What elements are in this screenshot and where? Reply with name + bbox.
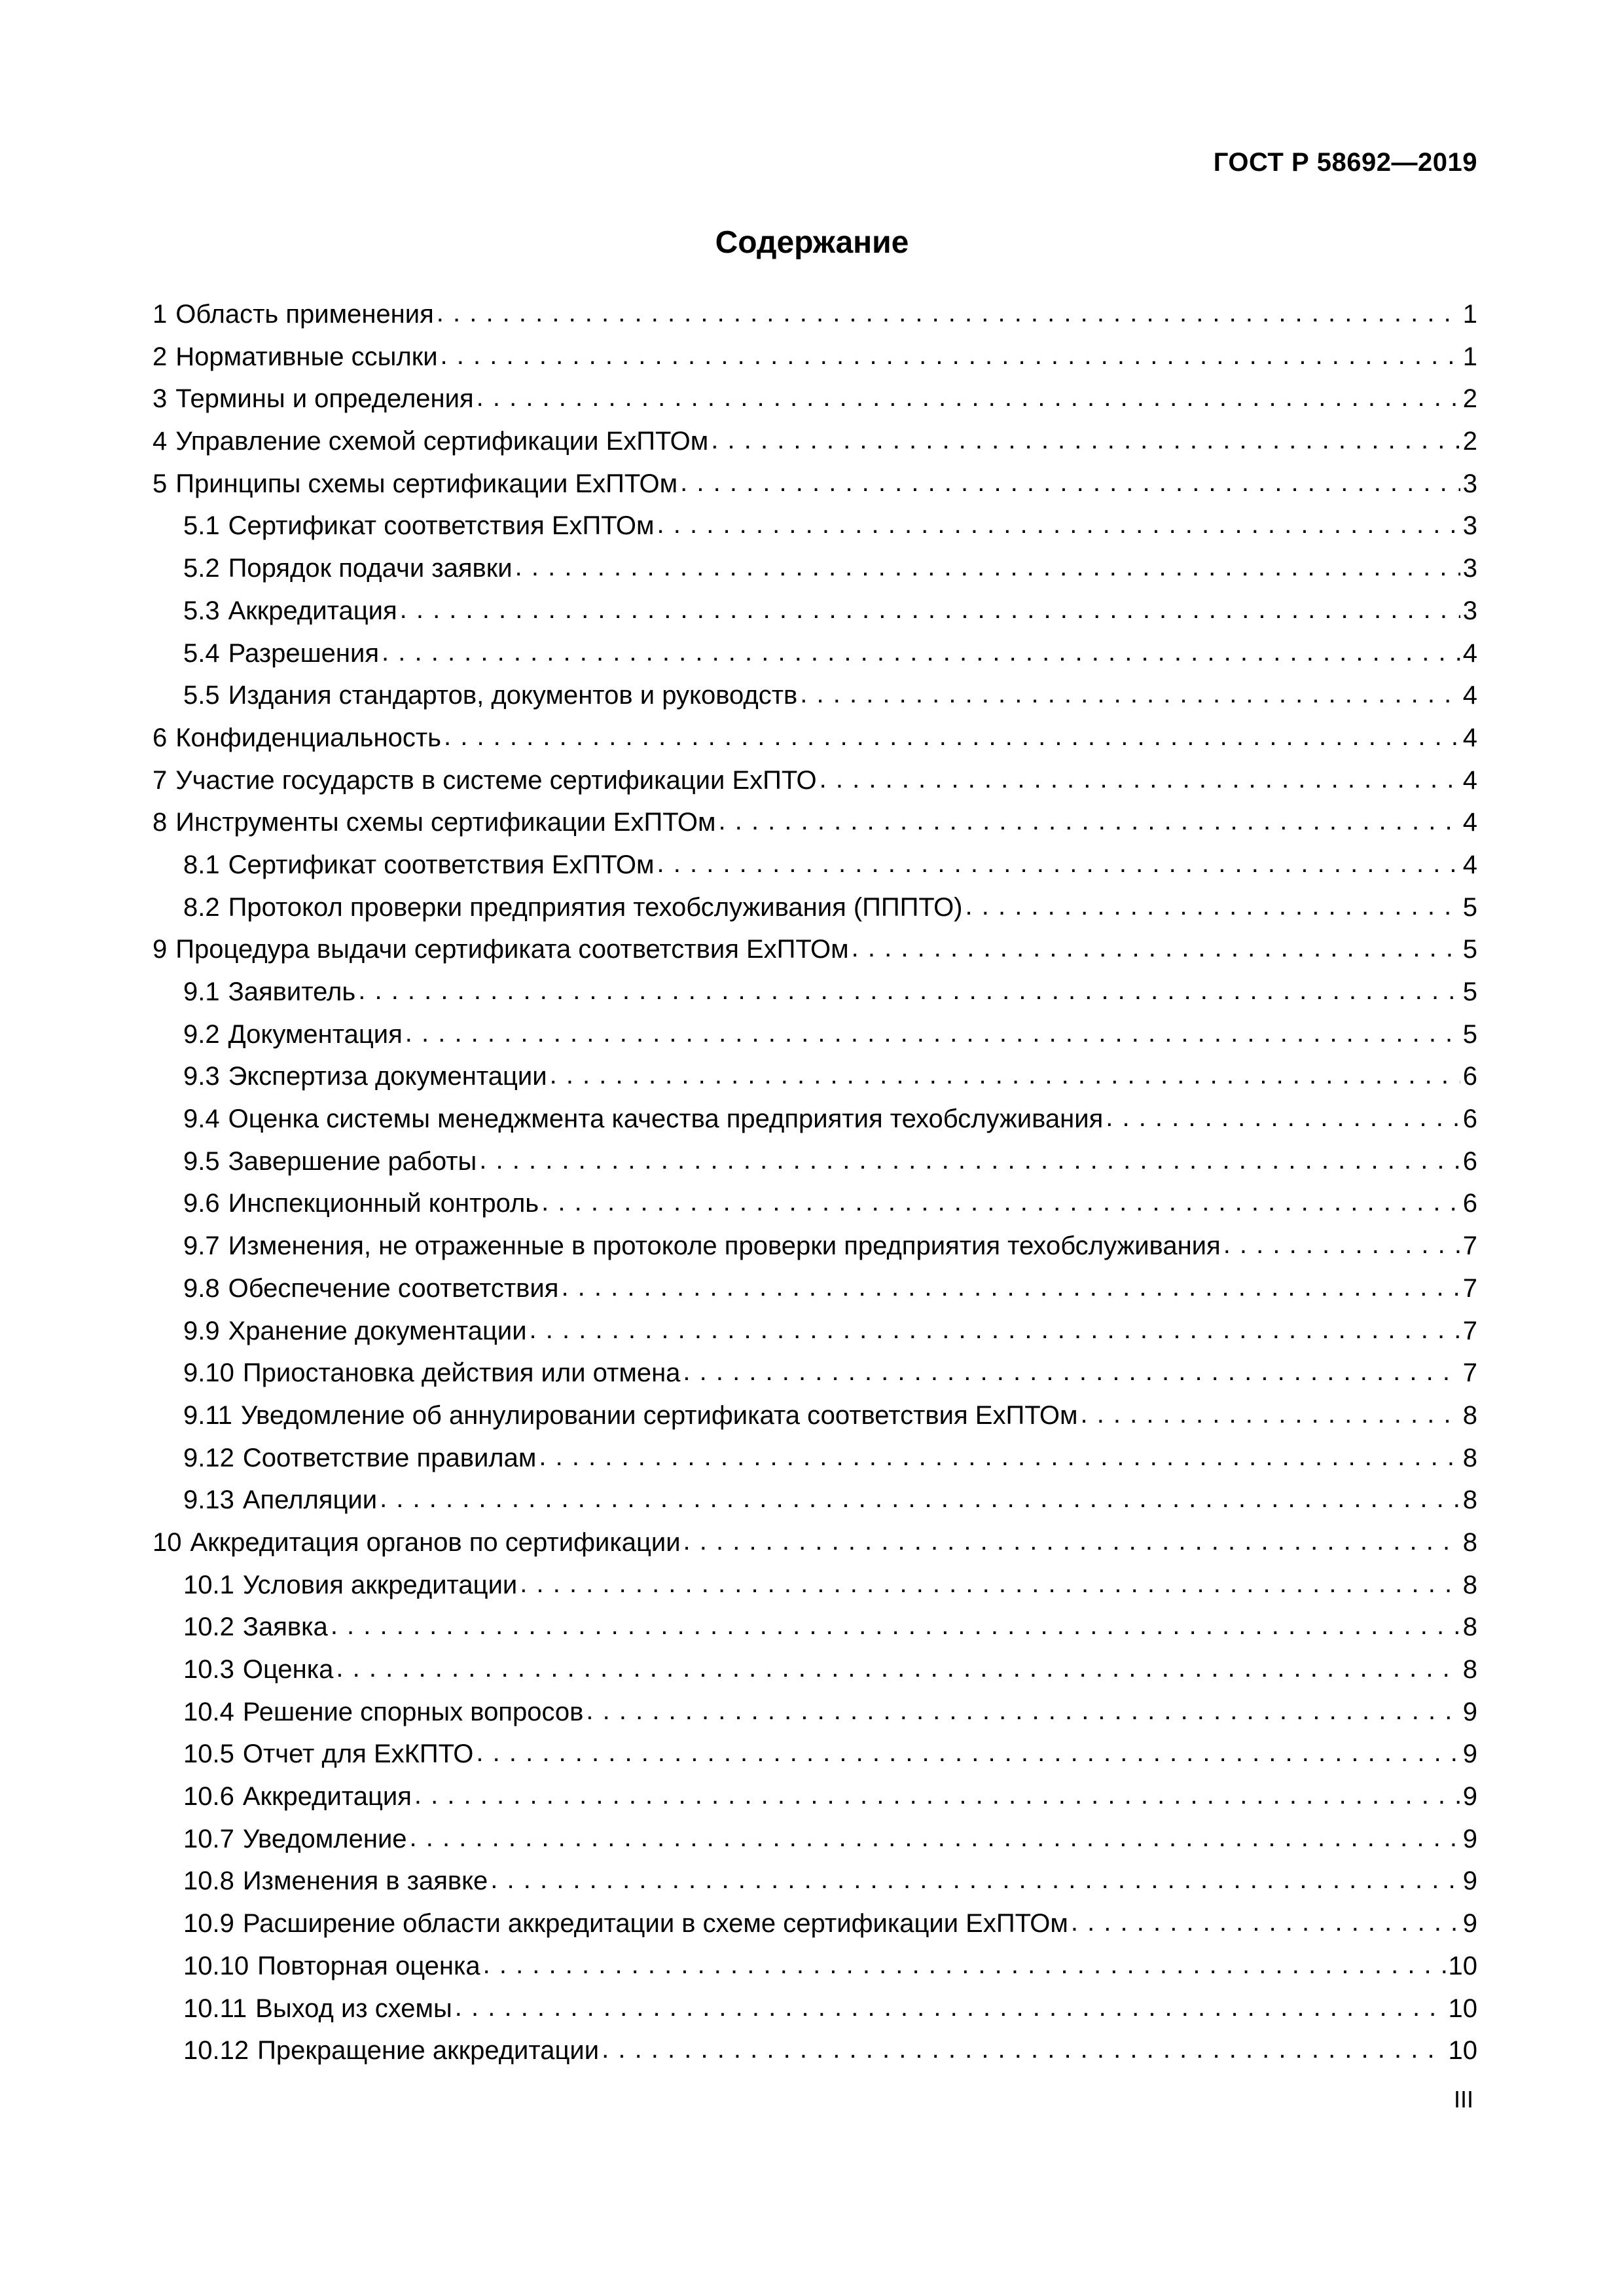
toc-entry-title: Изменения, не отраженные в протоколе проверки предприятия техобслуживания xyxy=(228,1231,1221,1261)
toc-entry[interactable] xyxy=(153,1733,1477,1776)
toc-entry-title: Аккредитация xyxy=(228,596,397,625)
toc-entry-number: 10.9 xyxy=(183,1909,234,1939)
toc-entry-label xyxy=(183,505,655,547)
toc-entry-label xyxy=(183,1055,547,1098)
toc-entry-number: 5.2 xyxy=(183,554,220,583)
toc-entry-title: Принципы схемы сертификации ExПТОм xyxy=(175,469,678,498)
toc-entry[interactable] xyxy=(153,1860,1477,1903)
toc-leader-dots xyxy=(683,1351,1460,1393)
toc-leader-dots xyxy=(1106,1097,1460,1139)
toc-entry-page: 8 xyxy=(1462,1613,1477,1642)
toc-entry-label xyxy=(183,1733,473,1776)
toc-entry-title: Аккредитация органов по сертификации xyxy=(190,1527,681,1557)
toc-entry-title: Хранение документации xyxy=(228,1316,527,1345)
toc-entry-number: 9.12 xyxy=(183,1443,234,1472)
toc-entry-page: 8 xyxy=(1462,1570,1477,1599)
toc-leader-dots xyxy=(405,1012,1460,1055)
toc-entry-number: 6 xyxy=(153,723,168,752)
toc-leader-dots xyxy=(711,419,1460,462)
toc-leader-dots xyxy=(455,1986,1446,2029)
toc-entry[interactable] xyxy=(153,1564,1477,1607)
toc-entry-label xyxy=(153,463,677,505)
toc-entry-title: Уведомление об аннулировании сертификата соответствия ExПТОм xyxy=(240,1400,1078,1430)
toc-entry-page: 9 xyxy=(1462,1697,1477,1726)
toc-entry-title: Повторная оценка xyxy=(257,1951,480,1980)
toc-entry-label xyxy=(183,1606,328,1649)
toc-entry[interactable] xyxy=(153,717,1477,759)
toc-entry-label xyxy=(153,1522,681,1564)
toc-entry-page: 10 xyxy=(1448,1951,1477,1980)
toc-entry[interactable] xyxy=(153,505,1477,547)
toc-entry[interactable] xyxy=(153,1098,1477,1140)
toc-entry-title: Процедура выдачи сертификата соответствия ExПТОм xyxy=(175,935,849,964)
toc-leader-dots xyxy=(718,800,1460,843)
toc-leader-dots xyxy=(657,843,1460,885)
toc-entry-number: 10.5 xyxy=(183,1740,234,1769)
toc-entry-title: Прекращение аккредитации xyxy=(257,2036,600,2066)
toc-entry-number: 5.3 xyxy=(183,596,220,625)
toc-entry[interactable] xyxy=(153,1225,1477,1267)
toc-entry-page: 9 xyxy=(1462,1740,1477,1769)
toc-entry[interactable] xyxy=(153,293,1477,336)
toc-entry-title: Уведомление xyxy=(242,1824,407,1853)
toc-entry-label xyxy=(183,1564,517,1607)
toc-entry[interactable] xyxy=(153,844,1477,886)
toc-entry-label xyxy=(183,1225,1221,1267)
toc-entry-label xyxy=(183,1903,1068,1945)
toc-entry[interactable] xyxy=(153,759,1477,802)
toc-title: Содержание xyxy=(715,225,909,260)
toc-entry[interactable] xyxy=(153,632,1477,675)
toc-leader-dots xyxy=(1071,1901,1460,1944)
toc-leader-dots xyxy=(441,335,1460,377)
toc-entry-label xyxy=(153,378,474,420)
toc-entry-title: Обеспечение соответствия xyxy=(228,1273,559,1303)
toc-leader-dots xyxy=(437,292,1460,335)
toc-leader-dots xyxy=(550,1054,1460,1097)
toc-entry-title: Решение спорных вопросов xyxy=(242,1697,584,1726)
toc-entry-label xyxy=(183,1818,407,1861)
toc-leader-dots xyxy=(477,376,1460,419)
toc-leader-dots xyxy=(1080,1393,1460,1436)
toc-leader-dots xyxy=(479,1139,1460,1182)
toc-entry-number: 9.13 xyxy=(183,1485,234,1515)
toc-entry-page: 6 xyxy=(1462,1146,1477,1176)
toc-entry[interactable] xyxy=(153,1818,1477,1861)
toc-leader-dots xyxy=(965,885,1460,928)
toc-entry-label xyxy=(183,1352,680,1394)
toc-entry-page: 4 xyxy=(1462,808,1477,837)
toc-entry-page: 5 xyxy=(1462,892,1477,922)
toc-leader-dots xyxy=(331,1605,1460,1647)
toc-entry-label xyxy=(183,1860,488,1903)
toc-entry-label xyxy=(183,971,355,1013)
toc-entry[interactable] xyxy=(153,1606,1477,1649)
toc-entry-label xyxy=(183,1267,558,1310)
toc-entry-number: 9 xyxy=(153,935,168,964)
toc-entry-label xyxy=(183,1013,403,1056)
toc-entry-number: 10 xyxy=(153,1527,182,1557)
toc-entry-title: Завершение работы xyxy=(228,1146,477,1176)
toc-entry-page: 9 xyxy=(1462,1824,1477,1853)
toc-entry-label xyxy=(153,420,708,463)
toc-leader-dots xyxy=(1223,1224,1460,1266)
toc-entry-number: 8.1 xyxy=(183,850,220,879)
toc-leader-dots xyxy=(561,1266,1460,1309)
toc-entry-label xyxy=(183,632,379,675)
toc-entry-title: Издания стандартов, документов и руководств xyxy=(228,681,798,710)
toc-entry-title: Нормативные ссылки xyxy=(175,342,438,371)
toc-entry[interactable] xyxy=(153,1691,1477,1734)
toc-entry-label xyxy=(183,1479,377,1522)
toc-entry-page: 3 xyxy=(1462,511,1477,541)
toc-leader-dots xyxy=(380,1478,1460,1520)
toc-leader-dots xyxy=(414,1774,1460,1817)
toc-entry[interactable] xyxy=(153,1988,1477,2030)
toc-entry-title: Условия аккредитации xyxy=(242,1570,518,1599)
toc-entry-page: 2 xyxy=(1462,384,1477,414)
toc-leader-dots xyxy=(358,970,1460,1012)
toc-entry[interactable] xyxy=(153,1310,1477,1353)
toc-entry-number: 9.3 xyxy=(183,1062,220,1091)
toc-entry-page: 4 xyxy=(1462,723,1477,752)
toc-entry-number: 10.11 xyxy=(183,1994,247,2023)
toc-leader-dots xyxy=(657,503,1460,546)
toc-entry-number: 9.5 xyxy=(183,1146,220,1176)
toc-entry-page: 9 xyxy=(1462,1909,1477,1939)
toc-leader-dots xyxy=(586,1690,1460,1732)
toc-entry-title: Сертификат соответствия ExПТОм xyxy=(228,511,655,541)
toc-entry-title: Конфиденциальность xyxy=(175,723,441,752)
toc-entry[interactable] xyxy=(153,1182,1477,1225)
toc-entry-page: 10 xyxy=(1448,1994,1477,2023)
toc-leader-dots xyxy=(820,758,1460,801)
toc-entry-page: 5 xyxy=(1462,977,1477,1006)
toc-leader-dots xyxy=(410,1817,1460,1859)
toc-entry[interactable] xyxy=(153,420,1477,463)
toc-entry-title: Оценка xyxy=(242,1655,334,1684)
toc-entry-label xyxy=(183,1140,477,1183)
toc-entry-title: Апелляции xyxy=(242,1485,378,1515)
toc-entry-number: 9.9 xyxy=(183,1316,220,1345)
toc-entry-page: 8 xyxy=(1462,1485,1477,1515)
toc-entry[interactable] xyxy=(153,2030,1477,2072)
toc-entry[interactable] xyxy=(153,1140,1477,1183)
toc-entry-page: 1 xyxy=(1462,342,1477,371)
toc-entry-title: Экспертиза документации xyxy=(228,1062,547,1091)
toc-entry-page: 6 xyxy=(1462,1189,1477,1218)
toc-leader-dots xyxy=(444,716,1460,758)
toc-entry[interactable] xyxy=(153,1437,1477,1480)
toc-entry[interactable] xyxy=(153,1394,1477,1437)
toc-entry-page: 7 xyxy=(1462,1273,1477,1303)
toc-leader-dots xyxy=(683,1520,1460,1563)
toc-entry[interactable] xyxy=(153,1903,1477,1945)
toc-entry-number: 10.7 xyxy=(183,1824,234,1853)
toc-entry[interactable] xyxy=(153,1352,1477,1394)
toc-leader-dots xyxy=(382,631,1460,674)
toc-entry-label xyxy=(153,928,849,971)
toc-entry[interactable] xyxy=(153,336,1477,378)
toc-leader-dots xyxy=(336,1647,1460,1690)
toc-entry-page: 3 xyxy=(1462,469,1477,498)
toc-entry-number: 8 xyxy=(153,808,168,837)
toc-entry-number: 10.4 xyxy=(183,1697,234,1726)
toc-entry[interactable] xyxy=(153,1776,1477,1818)
toc-entry-label xyxy=(183,1182,539,1225)
toc-entry[interactable] xyxy=(153,1522,1477,1564)
toc-entry-page: 8 xyxy=(1462,1527,1477,1557)
page-number: III xyxy=(1453,2086,1473,2113)
toc-entry[interactable] xyxy=(153,971,1477,1013)
toc-entry[interactable] xyxy=(153,928,1477,971)
toc-entry-title: Соответствие правилам xyxy=(242,1443,537,1472)
toc-entry-number: 10.12 xyxy=(183,2036,249,2066)
toc-leader-dots xyxy=(602,2028,1445,2071)
toc-entry-label xyxy=(183,674,797,717)
toc-entry-title: Участие государств в системе сертификации ExПТО xyxy=(175,765,817,795)
toc-entry-number: 9.6 xyxy=(183,1189,220,1218)
toc-entry-number: 2 xyxy=(153,342,168,371)
toc-entry-page: 10 xyxy=(1448,2036,1477,2066)
toc-entry-number: 10.1 xyxy=(183,1570,234,1599)
toc-entry[interactable] xyxy=(153,1267,1477,1310)
toc-entry-label xyxy=(183,1691,583,1734)
toc-entry-number: 1 xyxy=(153,300,168,329)
toc-entry-title: Управление схемой сертификации ExПТОм xyxy=(175,427,709,456)
toc-entry-title: Сертификат соответствия ExПТОм xyxy=(228,850,655,879)
toc-entry-label xyxy=(153,717,441,759)
toc-entry-title: Инспекционный контроль xyxy=(228,1189,539,1218)
toc-entry[interactable] xyxy=(153,1945,1477,1988)
toc-entry-title: Выход из схемы xyxy=(255,1994,452,2023)
toc-entry-number: 10.6 xyxy=(183,1782,234,1812)
toc-entry[interactable] xyxy=(153,886,1477,929)
toc-entry-title: Порядок подачи заявки xyxy=(228,554,513,583)
toc-entry-number: 4 xyxy=(153,427,168,456)
toc-entry-page: 8 xyxy=(1462,1655,1477,1684)
toc-leader-dots xyxy=(515,546,1460,589)
toc-entry-number: 9.11 xyxy=(183,1400,232,1430)
toc-entry-title: Оценка системы менеджмента качества предприятия техобслуживания xyxy=(228,1104,1104,1134)
toc-leader-dots xyxy=(400,589,1460,631)
toc-entry-page: 5 xyxy=(1462,1019,1477,1049)
toc-entry-label xyxy=(183,1945,480,1988)
toc-entry-title: Расширение области аккредитации в схеме сертификации ExПТОм xyxy=(242,1909,1068,1939)
toc-entry-number: 10.8 xyxy=(183,1867,234,1896)
toc-entry-page: 5 xyxy=(1462,935,1477,964)
toc-leader-dots xyxy=(539,1436,1460,1478)
toc-entry-number: 9.10 xyxy=(183,1358,234,1388)
toc-entry-label xyxy=(183,886,963,929)
toc-entry-page: 4 xyxy=(1462,681,1477,710)
toc-entry-number: 10.10 xyxy=(183,1951,249,1980)
toc-entry-label xyxy=(183,1394,1077,1437)
toc-entry-label xyxy=(153,336,438,378)
toc-entry[interactable] xyxy=(153,1013,1477,1056)
toc-entry-page: 2 xyxy=(1462,427,1477,456)
toc-entry-label xyxy=(183,844,655,886)
toc-entry-page: 9 xyxy=(1462,1867,1477,1896)
toc-entry-page: 1 xyxy=(1462,300,1477,329)
toc-entry-page: 4 xyxy=(1462,638,1477,668)
toc-entry-page: 6 xyxy=(1462,1062,1477,1091)
toc-entry-page: 7 xyxy=(1462,1358,1477,1388)
toc-entry-label xyxy=(183,590,397,632)
table-of-contents xyxy=(153,293,1477,2072)
toc-entry-title: Разрешения xyxy=(228,638,380,668)
toc-leader-dots xyxy=(800,673,1460,716)
toc-entry-number: 5 xyxy=(153,469,168,498)
toc-entry-title: Заявка xyxy=(242,1613,328,1642)
toc-leader-dots xyxy=(541,1181,1460,1224)
toc-entry-label xyxy=(153,293,434,336)
toc-entry[interactable] xyxy=(153,801,1477,844)
toc-leader-dots xyxy=(483,1944,1446,1986)
toc-entry-number: 10.3 xyxy=(183,1655,234,1684)
toc-entry[interactable] xyxy=(153,590,1477,632)
toc-entry-label xyxy=(183,1437,536,1480)
toc-entry-number: 9.4 xyxy=(183,1104,220,1134)
toc-leader-dots xyxy=(530,1309,1460,1351)
toc-leader-dots xyxy=(680,462,1460,504)
toc-entry-page: 3 xyxy=(1462,554,1477,583)
toc-entry-page: 9 xyxy=(1462,1782,1477,1812)
toc-entry-number: 5.5 xyxy=(183,681,220,710)
toc-leader-dots xyxy=(520,1563,1460,1605)
toc-entry-label xyxy=(183,547,513,590)
toc-entry-number: 10.2 xyxy=(183,1613,234,1642)
toc-entry-title: Инструменты схемы сертификации ExПТОм xyxy=(175,808,716,837)
toc-entry-page: 4 xyxy=(1462,765,1477,795)
toc-entry[interactable] xyxy=(153,463,1477,505)
toc-entry-page: 8 xyxy=(1462,1400,1477,1430)
toc-entry-title: Документация xyxy=(228,1019,403,1049)
toc-entry-label xyxy=(183,2030,599,2072)
toc-entry-label xyxy=(183,1649,333,1691)
toc-entry-page: 7 xyxy=(1462,1231,1477,1261)
toc-entry[interactable] xyxy=(153,1649,1477,1691)
toc-entry-label xyxy=(183,1310,527,1353)
toc-entry-number: 9.1 xyxy=(183,977,220,1006)
toc-entry-label xyxy=(153,759,817,802)
toc-leader-dots xyxy=(476,1732,1460,1774)
toc-entry[interactable] xyxy=(153,1479,1477,1522)
toc-entry-title: Область применения xyxy=(175,300,434,329)
toc-entry-title: Отчет для ExКПТО xyxy=(242,1740,474,1769)
toc-entry-number: 5.4 xyxy=(183,638,220,668)
toc-entry-title: Термины и определения xyxy=(175,384,474,414)
document-code: ГОСТ Р 58692—2019 xyxy=(1213,148,1477,177)
toc-entry[interactable] xyxy=(153,1055,1477,1098)
toc-entry-number: 9.8 xyxy=(183,1273,220,1303)
toc-entry-title: Протокол проверки предприятия техобслуживания (ПППТО) xyxy=(228,892,963,922)
toc-entry-page: 8 xyxy=(1462,1443,1477,1472)
toc-entry-label xyxy=(183,1988,452,2030)
toc-entry[interactable] xyxy=(153,674,1477,717)
toc-entry-label xyxy=(183,1776,412,1818)
toc-entry[interactable] xyxy=(153,547,1477,590)
toc-entry-label xyxy=(153,801,715,844)
toc-entry-number: 9.7 xyxy=(183,1231,220,1261)
toc-entry-page: 3 xyxy=(1462,596,1477,625)
toc-entry-number: 8.2 xyxy=(183,892,220,922)
toc-entry-label xyxy=(183,1098,1103,1140)
toc-entry-title: Приостановка действия или отмена xyxy=(242,1358,681,1388)
toc-entry-title: Заявитель xyxy=(228,977,356,1006)
toc-entry-page: 6 xyxy=(1462,1104,1477,1134)
toc-leader-dots xyxy=(852,927,1460,970)
toc-entry-number: 7 xyxy=(153,765,168,795)
toc-entry-number: 9.2 xyxy=(183,1019,220,1049)
toc-entry-page: 4 xyxy=(1462,850,1477,879)
toc-entry-title: Аккредитация xyxy=(242,1782,412,1812)
toc-entry-number: 3 xyxy=(153,384,168,414)
toc-leader-dots xyxy=(490,1859,1460,1901)
toc-entry-title: Изменения в заявке xyxy=(242,1867,488,1896)
toc-entry[interactable] xyxy=(153,378,1477,420)
toc-entry-page: 7 xyxy=(1462,1316,1477,1345)
toc-entry-number: 5.1 xyxy=(183,511,220,541)
